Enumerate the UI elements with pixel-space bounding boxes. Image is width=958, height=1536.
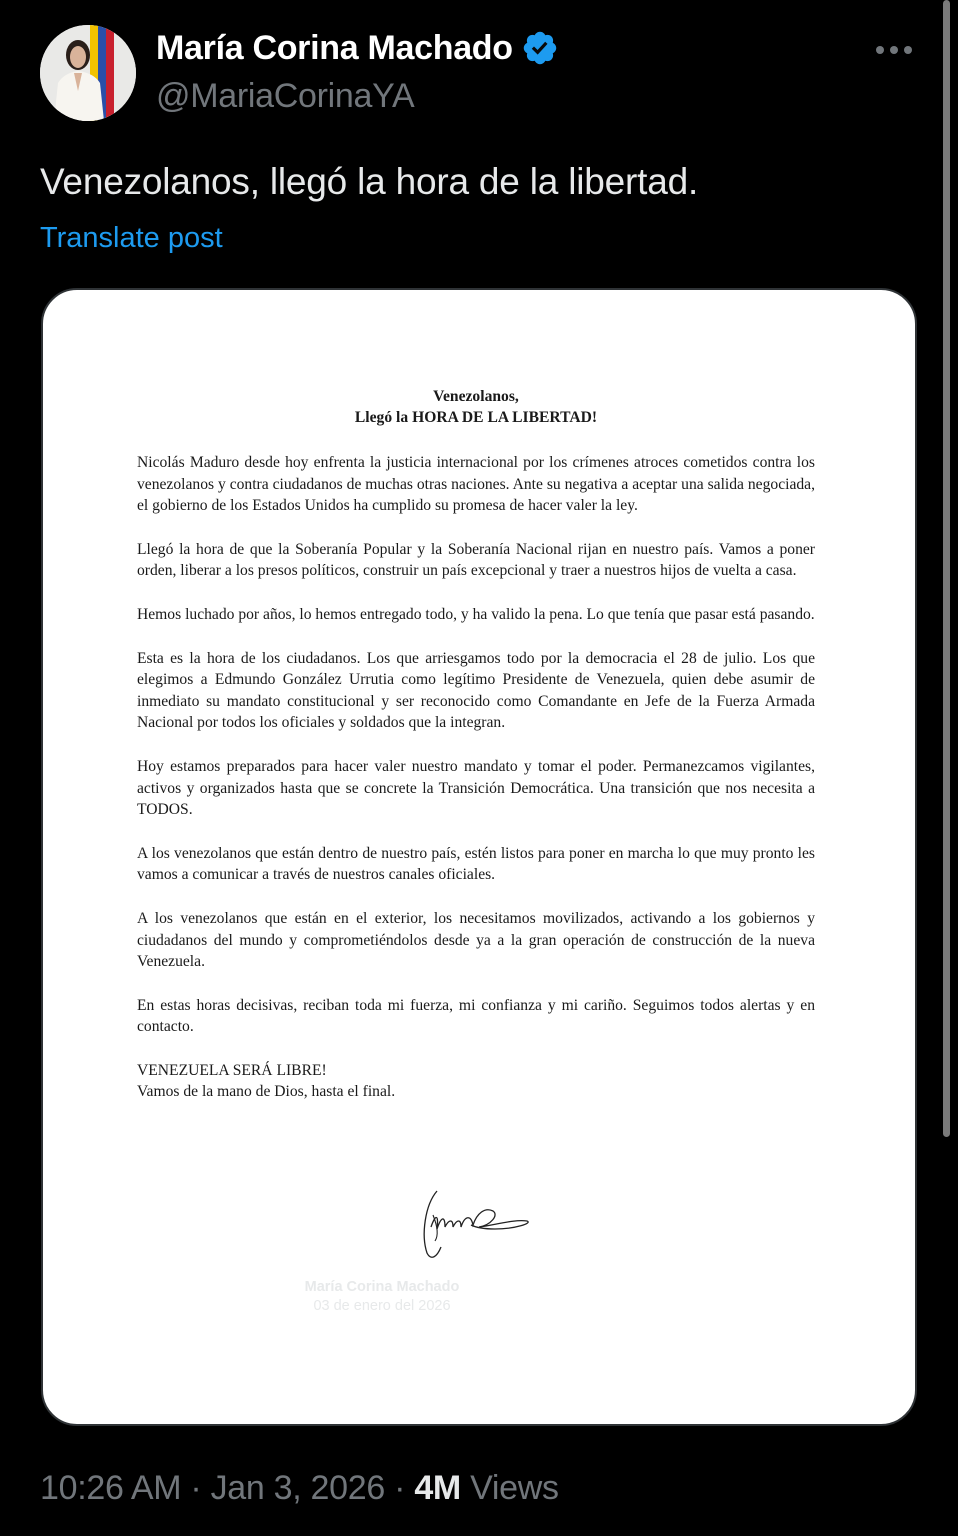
letter-paragraph: Nicolás Maduro desde hoy enfrenta la justicia internacional por los crímenes atroces cometidos contra los venezolanos y contra ciudadanos de muchas otras naciones. Ante su negativa a aceptar una salida negociada, el gobierno de los Estados Unidos ha cumplido su promesa de hacer valer la ley.	[137, 454, 815, 515]
letter-paragraph: A los venezolanos que están dentro de nuestro país, estén listos para poner en marcha lo que muy pronto les vamos a comunicar a través de nuestros canales oficiales.	[137, 844, 815, 884]
letter-paragraph: Hemos luchado por años, lo hemos entregado todo, y ha valido la pena. Lo que tenía que pasar está pasando.	[137, 605, 815, 623]
signer-name: María Corina Machado	[304, 1279, 460, 1295]
author-name-row[interactable]	[156, 28, 559, 68]
author-display-name[interactable]: María Corina Machado	[156, 29, 513, 67]
author-handle[interactable]: @MariaCorinaYA	[156, 77, 415, 115]
letter-title-line-1: Venezolanos,	[433, 388, 519, 405]
letter-closing-line-1: VENEZUELA SERÁ LIBRE!	[137, 1061, 327, 1079]
signature-icon	[415, 1185, 535, 1263]
verified-badge-icon[interactable]	[521, 29, 559, 67]
letter-closing	[137, 1060, 815, 1103]
separator: ·	[181, 1469, 211, 1507]
post-text: Venezolanos, llegó la hora de la libertad.	[40, 161, 699, 202]
letter-paragraph: Hoy estamos preparados para hacer valer nuestro mandato y tomar el poder. Permanezcamos vigilantes, activos y organizados hasta que se concrete la Transición Democrática. Una transición que nos necesita a TODOS.	[137, 757, 815, 819]
letter-paragraph: A los venezolanos que están en el exterior, los necesitamos movilizados, activando a los gobiernos y ciudadanos del mundo y comprometiéndolos desde ya a la gran operación de construcción de la nueva Venezuela.	[137, 909, 815, 971]
translate-post-link[interactable]: Translate post	[40, 222, 223, 254]
separator: ·	[385, 1469, 415, 1507]
signed-date: 03 de enero del 2026	[313, 1298, 451, 1314]
views-label[interactable]: Views	[460, 1469, 559, 1507]
letter-closing-line-2: Vamos de la mano de Dios, hasta el final.	[137, 1083, 396, 1101]
post-time[interactable]: 10:26 AM	[40, 1469, 182, 1507]
post-metadata	[40, 1466, 559, 1510]
letter-paragraph: En estas horas decisivas, reciban toda mi fuerza, mi confianza y mi cariño. Seguimos todos alertas y en contacto.	[137, 996, 815, 1036]
post-date[interactable]: Jan 3, 2026	[210, 1469, 385, 1507]
letter-title-line-2: Llegó la HORA DE LA LIBERTAD!	[354, 409, 598, 426]
letter-document	[137, 386, 815, 1103]
scrollbar[interactable]	[943, 0, 950, 1137]
letter-paragraph: Llegó la hora de que la Soberanía Popular y la Soberanía Nacional rijan en nuestro país. Vamos a poner orden, liberar a los presos políticos, construir un país excepcional y traer a nuestros hijos de vuelta a casa.	[137, 540, 815, 580]
post-image-letter[interactable]	[41, 288, 917, 1426]
views-count[interactable]: 4M	[414, 1469, 461, 1507]
avatar[interactable]	[40, 25, 136, 121]
dot-icon	[890, 46, 898, 54]
signer-block	[43, 1278, 721, 1316]
more-options-button[interactable]	[876, 44, 912, 56]
dot-icon	[876, 46, 884, 54]
avatar-photo-icon	[40, 25, 136, 121]
dot-icon	[904, 46, 912, 54]
letter-paragraph: Esta es la hora de los ciudadanos. Los que arriesgamos todo por la democracia el 28 de julio. Los que elegimos a Edmundo González Urrutia como legítimo Presidente de Venezuela, quien debe asumir de inmediato su mandato constitucional y ser reconocido como Comandante en Jefe de la Fuerza Armada Nacional por todos los oficiales y soldados que la integran.	[137, 649, 815, 732]
